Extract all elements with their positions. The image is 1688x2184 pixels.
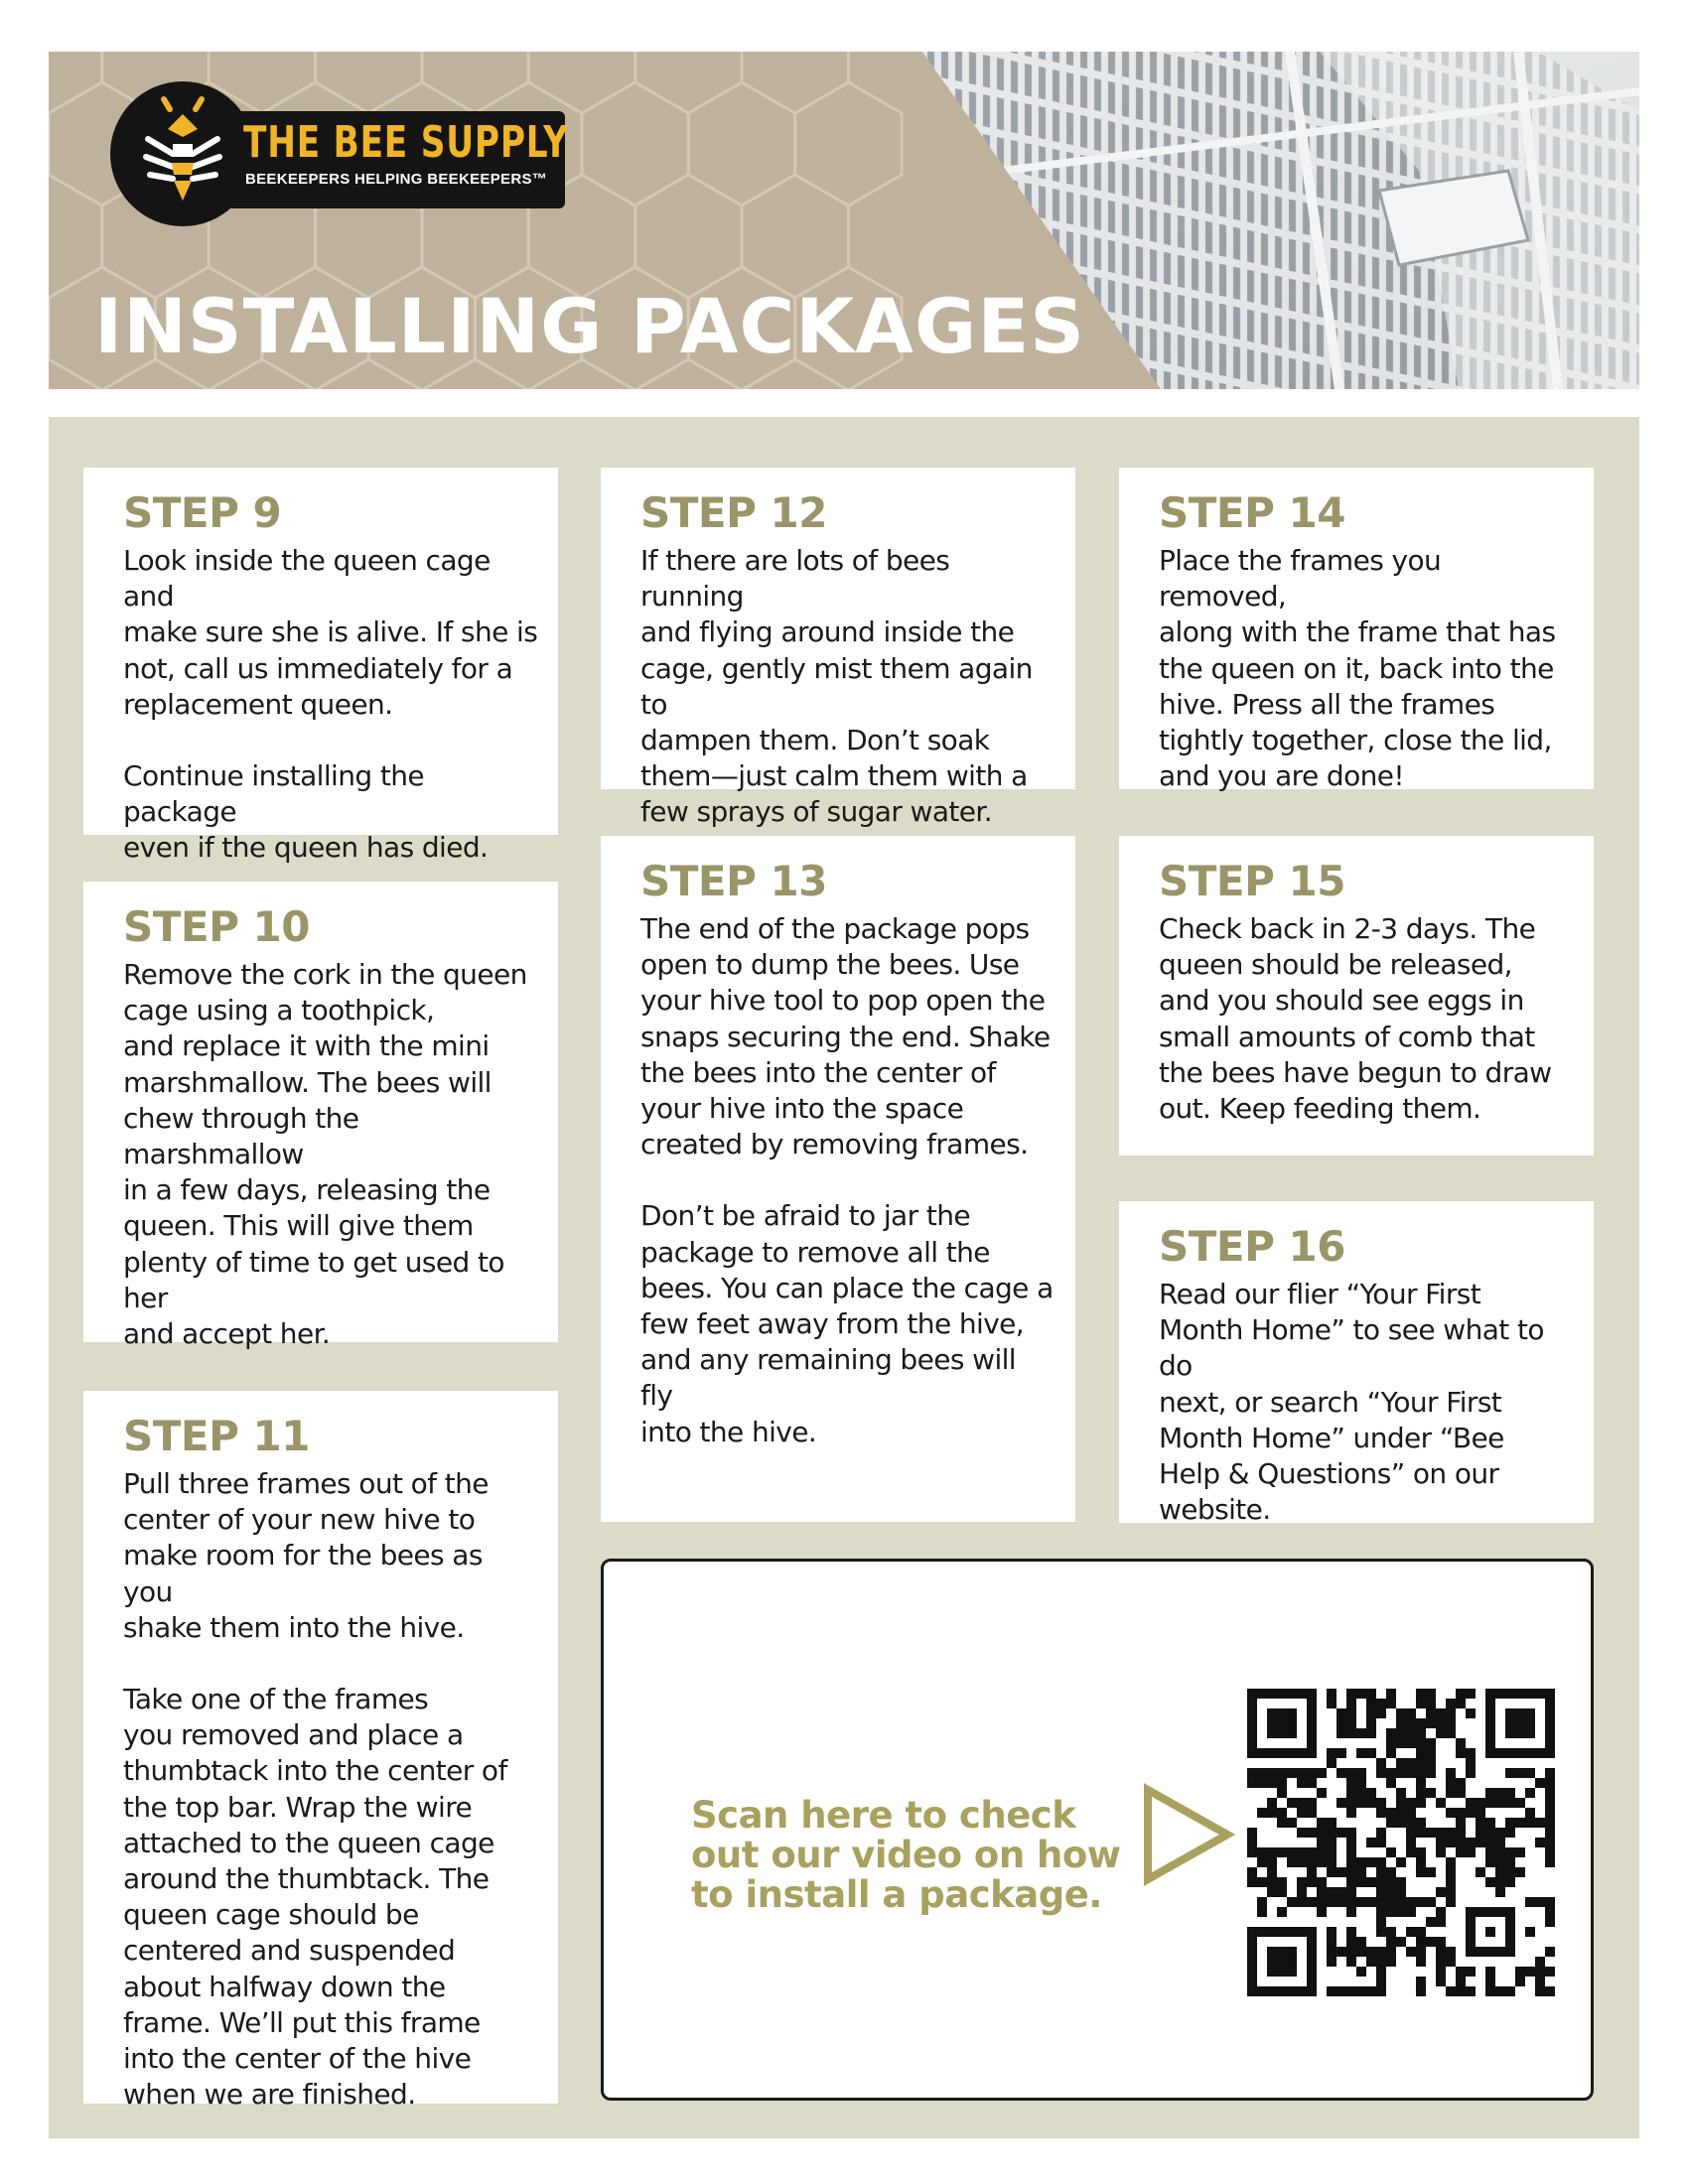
step-title: STEP 16: [1159, 1222, 1345, 1271]
step-card-16: [1119, 1201, 1594, 1527]
step-card-12: [601, 468, 1075, 829]
step-text: The end of the package pops open to dump the bees. Use your hive tool to pop open the snaps securing the end. Shake the bees into the center of your hive into the space created by removing frames.: [640, 912, 1051, 1161]
step-title: STEP 10: [123, 902, 310, 951]
step-card-10: [83, 882, 558, 1351]
play-arrow-icon: [1140, 1782, 1235, 1887]
step-card-11: [83, 1391, 558, 2112]
step-text: Remove the cork in the queen cage using a toothpick, and replace it with the mini marshmallow. The bees will chew through the marshmallow in a few days, releasing the queen. This will give them plenty of time to get used to her and accept her.: [123, 958, 527, 1351]
step-title: STEP 14: [1159, 488, 1345, 537]
step-title: STEP 12: [640, 488, 827, 537]
step-text: Continue installing the package even if the queen has died.: [123, 759, 489, 865]
qr-code-icon[interactable]: [1247, 1689, 1555, 1996]
step-card-14: [1119, 468, 1594, 793]
step-title: STEP 11: [123, 1412, 310, 1460]
step-text: Read our flier “Your First Month Home” to see what to do next, or search “Your First Month Home” under “Bee Help & Questions” on our website.: [1159, 1278, 1544, 1527]
step-card-15: [1119, 836, 1594, 1156]
step-card-9: [83, 468, 558, 865]
step-text: Look inside the queen cage and make sure she is alive. If she is not, call us immediately for a replacement queen.: [123, 544, 538, 721]
brand-name: THE BEE SUPPLY: [243, 117, 569, 168]
step-text: Take one of the frames you removed and place a thumbtack into the center of the top bar. Wrap the wire attached to the queen cage around the thumbtack. The queen cage should be centered and suspended about halfway down the frame. We’ll put this frame into the center of the hive when we are finished.: [123, 1683, 507, 2112]
step-card-13: [601, 836, 1075, 1522]
brand-tagline: BEEKEEPERS HELPING BEEKEEPERS™: [245, 171, 548, 188]
step-title: STEP 15: [1159, 857, 1345, 905]
step-text: Check back in 2-3 days. The queen should be released, and you should see eggs in small amounts of comb that the bees have begun to draw out. Keep feeding them.: [1159, 912, 1552, 1126]
step-text: Don’t be afraid to jar the package to remove all the bees. You can place the cage a few feet away from the hive, and any remaining bees will fly into the hive.: [640, 1199, 1054, 1448]
page-title: INSTALLING PACKAGES: [94, 282, 1086, 370]
header-banner: [49, 52, 1639, 389]
step-text: Pull three frames out of the center of your new hive to make room for the bees as you shake them into the hive.: [123, 1467, 489, 1644]
qr-scan-box: [601, 1559, 1594, 2101]
step-text: Place the frames you removed, along with the frame that has the queen on it, back into the hive. Press all the frames tightly together, close the lid, and you are done!: [1159, 544, 1556, 793]
step-title: STEP 9: [123, 488, 282, 537]
step-text: If there are lots of bees running and flying around inside the cage, gently mist them again to dampen them. Don’t soak them—just calm them with a few sprays of sugar water.: [640, 544, 1033, 829]
step-title: STEP 13: [640, 857, 827, 905]
scan-instruction-text: Scan here to check out our video on how to install a package.: [691, 1794, 1121, 1916]
